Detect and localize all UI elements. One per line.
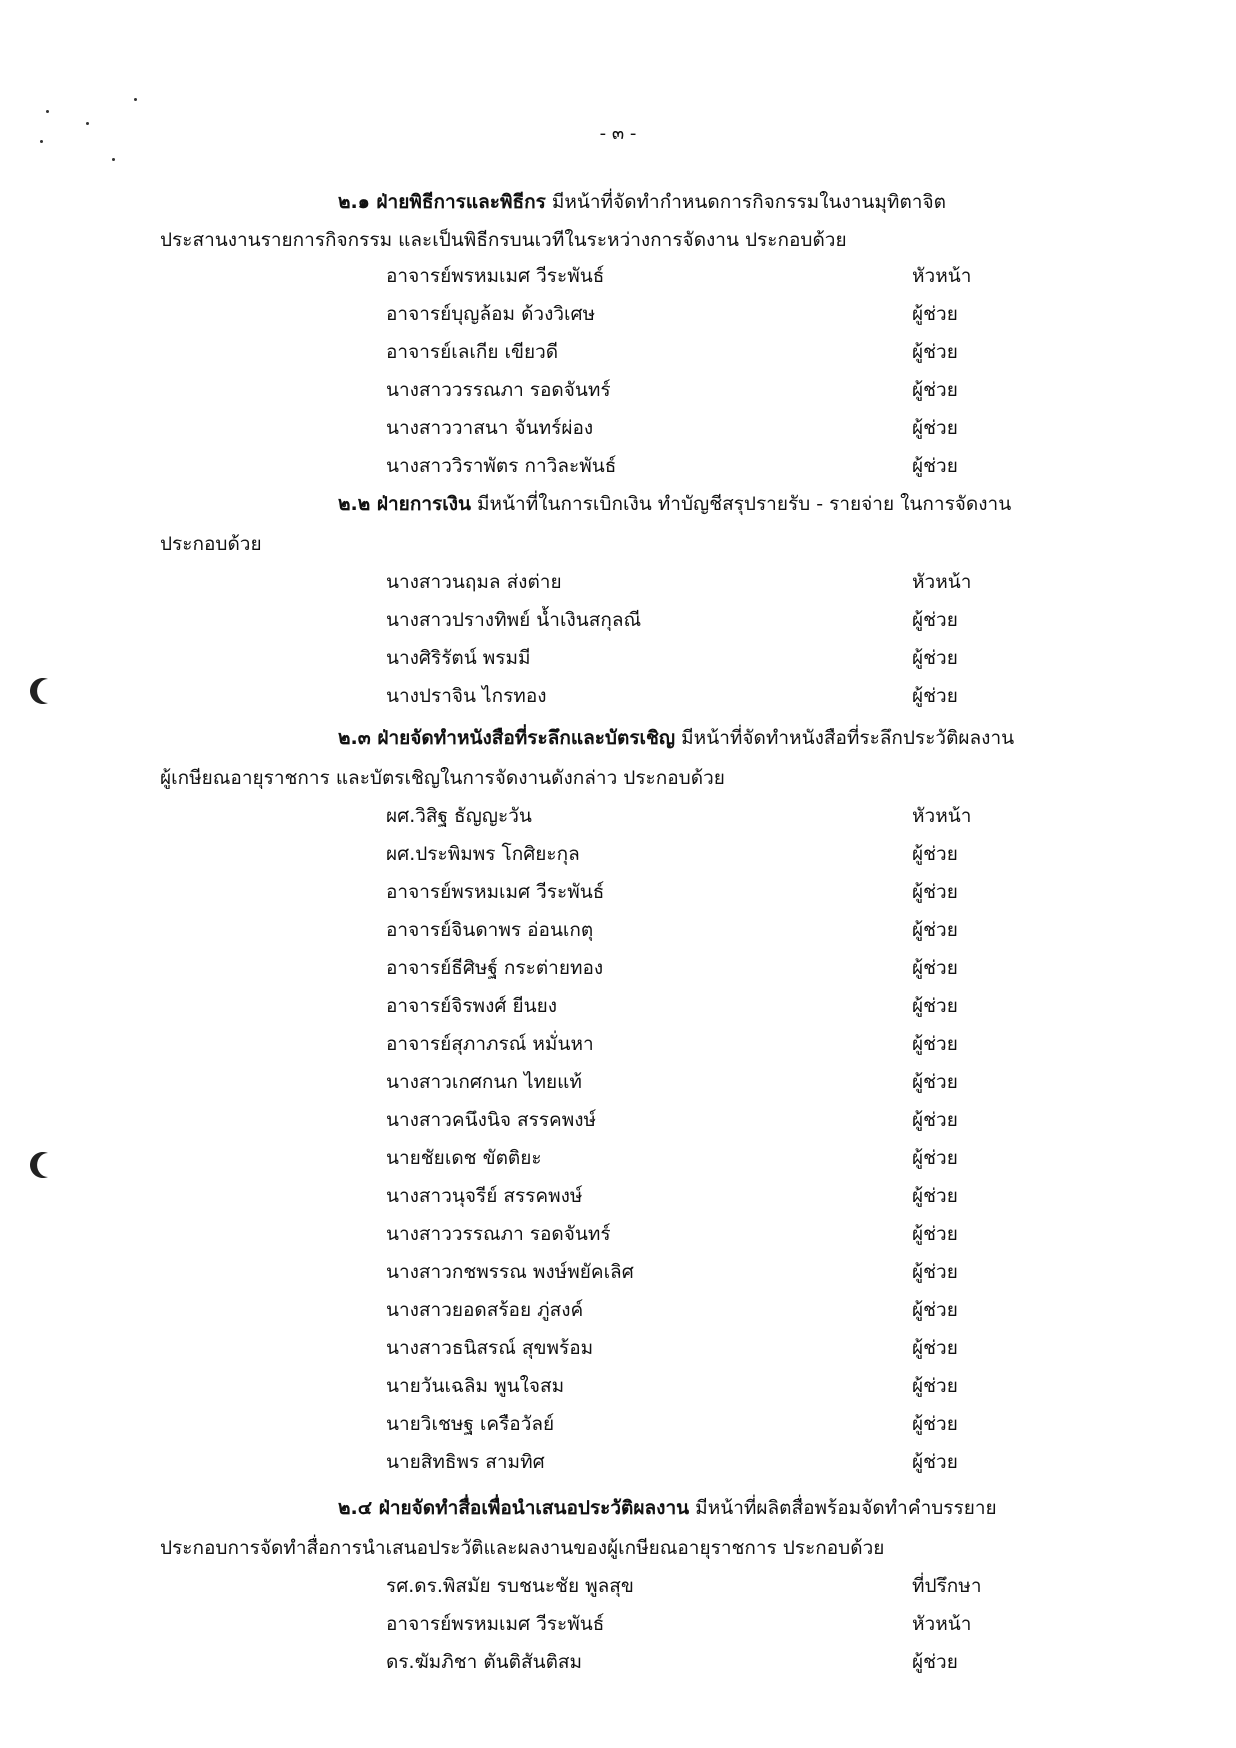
member-role: ผู้ช่วย (912, 417, 958, 439)
member-name: อาจารย์เลเกีย เขียวดี (386, 341, 559, 363)
member-name: นายสิทธิพร สามทิศ (386, 1451, 545, 1473)
member-name: นางสาววาสนา จันทร์ผ่อง (386, 417, 594, 439)
section-heading (338, 726, 1014, 750)
member-name: นางสาวเกศกนก ไทยแท้ (386, 1071, 582, 1093)
member-name: นางสาวปรางทิพย์ น้ำเงินสกุลณี (386, 609, 642, 631)
member-name: อาจารย์บุญล้อม ด้วงวิเศษ (386, 303, 596, 325)
member-name: อาจารย์สุภาภรณ์ หมั่นหา (386, 1033, 594, 1055)
scan-speck (46, 110, 49, 113)
member-role: ผู้ช่วย (912, 455, 958, 477)
member-role: หัวหน้า (912, 265, 972, 287)
member-name: อาจารย์พรหมเมศ วีระพันธ์ (386, 1613, 605, 1635)
member-name: นางสาวนฤมล ส่งต่าย (386, 571, 562, 593)
member-role: ผู้ช่วย (912, 647, 958, 669)
member-role: ผู้ช่วย (912, 1223, 958, 1245)
member-role: ผู้ช่วย (912, 843, 958, 865)
scan-speck (134, 98, 137, 101)
member-name: นางสาวยอดสร้อย ภู่สงค์ (386, 1299, 584, 1321)
member-name: นางสาวคนึงนิจ สรรคพงษ์ (386, 1109, 597, 1131)
member-role: ผู้ช่วย (912, 1185, 958, 1207)
section-description: มีหน้าที่ผลิตสื่อพร้อมจัดทำคำบรรยาย (695, 1497, 997, 1519)
member-role: ผู้ช่วย (912, 957, 958, 979)
section-title: ๒.๓ ฝ่ายจัดทำหนังสือที่ระลึกและบัตรเชิญ (338, 727, 676, 749)
member-role: หัวหน้า (912, 1613, 972, 1635)
member-role: ผู้ช่วย (912, 881, 958, 903)
member-role: ที่ปรึกษา (912, 1575, 982, 1597)
scan-speck (112, 158, 115, 161)
member-role: หัวหน้า (912, 805, 972, 827)
member-name: อาจารย์ธีศิษฐ์ กระต่ายทอง (386, 957, 604, 979)
member-role: ผู้ช่วย (912, 341, 958, 363)
section-heading (338, 492, 1011, 516)
section-title: ๒.๔ ฝ่ายจัดทำสื่อเพื่อนำเสนอประวัติผลงาน (338, 1497, 690, 1519)
member-role: ผู้ช่วย (912, 1147, 958, 1169)
member-name: นายชัยเดช ขัตติยะ (386, 1147, 542, 1169)
member-role: ผู้ช่วย (912, 1375, 958, 1397)
member-role: ผู้ช่วย (912, 1413, 958, 1435)
member-role: ผู้ช่วย (912, 1109, 958, 1131)
section-heading (338, 1496, 997, 1520)
section-heading (338, 190, 946, 214)
member-name: อาจารย์พรหมเมศ วีระพันธ์ (386, 265, 605, 287)
member-name: ผศ.วิสิฐ ธัญญะวัน (386, 805, 532, 827)
member-role: ผู้ช่วย (912, 1071, 958, 1093)
section-title: ๒.๒ ฝ่ายการเงิน (338, 493, 471, 515)
member-name: อาจารย์พรหมเมศ วีระพันธ์ (386, 881, 605, 903)
section-description: มีหน้าที่จัดทำหนังสือที่ระลึกประวัติผลงาน (681, 727, 1015, 749)
member-name: นางสาววรรณภา รอดจันทร์ (386, 1223, 611, 1245)
section-description: มีหน้าที่ในการเบิกเงิน ทำบัญชีสรุปรายรับ - รายจ่าย ในการจัดงาน (477, 493, 1012, 515)
member-role: ผู้ช่วย (912, 609, 958, 631)
member-role: ผู้ช่วย (912, 1337, 958, 1359)
member-role: หัวหน้า (912, 571, 972, 593)
member-role: ผู้ช่วย (912, 303, 958, 325)
section-continuation: ประกอบการจัดทำสื่อการนำเสนอประวัติและผลงานของผู้เกษียณอายุราชการ ประกอบด้วย (160, 1537, 885, 1559)
member-role: ผู้ช่วย (912, 1299, 958, 1321)
member-role: ผู้ช่วย (912, 919, 958, 941)
member-name: นางสาววิราพัตร กาวิละพันธ์ (386, 455, 617, 477)
member-role: ผู้ช่วย (912, 1261, 958, 1283)
member-role: ผู้ช่วย (912, 685, 958, 707)
binder-hole-mark (28, 1150, 54, 1180)
member-name: นายวิเชษฐ เครือวัลย์ (386, 1413, 555, 1435)
member-role: ผู้ช่วย (912, 379, 958, 401)
page-number: - ๓ - (599, 123, 637, 144)
member-role: ผู้ช่วย (912, 1033, 958, 1055)
member-name: รศ.ดร.พิสมัย รบชนะชัย พูลสุข (386, 1575, 634, 1597)
member-name: นางสาวนุจรีย์ สรรคพงษ์ (386, 1185, 583, 1207)
member-role: ผู้ช่วย (912, 995, 958, 1017)
section-continuation: ประกอบด้วย (160, 533, 262, 555)
member-role: ผู้ช่วย (912, 1651, 958, 1673)
member-name: นางสาววรรณภา รอดจันทร์ (386, 379, 611, 401)
binder-hole-mark (28, 676, 54, 706)
member-name: นางสาวกชพรรณ พงษ์พยัคเลิศ (386, 1261, 634, 1283)
section-title: ๒.๑ ฝ่ายพิธีการและพิธีกร (338, 191, 546, 213)
member-role: ผู้ช่วย (912, 1451, 958, 1473)
member-name: นางปราจิน ไกรทอง (386, 685, 547, 707)
member-name: ผศ.ประพิมพร โกศิยะกุล (386, 843, 580, 865)
member-name: ดร.ฆัมภิชา ตันติสันติสม (386, 1651, 583, 1673)
member-name: อาจารย์จินดาพร อ่อนเกตุ (386, 919, 594, 941)
section-continuation: ผู้เกษียณอายุราชการ และบัตรเชิญในการจัดงานดังกล่าว ประกอบด้วย (160, 767, 725, 789)
member-name: นายวันเฉลิม พูนใจสม (386, 1375, 565, 1397)
member-name: นางศิริรัตน์ พรมมี (386, 647, 531, 669)
member-name: อาจารย์จิรพงศ์ ยีนยง (386, 995, 557, 1017)
section-description: มีหน้าที่จัดทำกำหนดการกิจกรรมในงานมุทิตาจิต (551, 191, 946, 213)
section-continuation: ประสานงานรายการกิจกรรม และเป็นพิธีกรบนเวทีในระหว่างการจัดงาน ประกอบด้วย (160, 229, 847, 251)
member-name: นางสาวธนิสรณ์ สุขพร้อม (386, 1337, 594, 1359)
